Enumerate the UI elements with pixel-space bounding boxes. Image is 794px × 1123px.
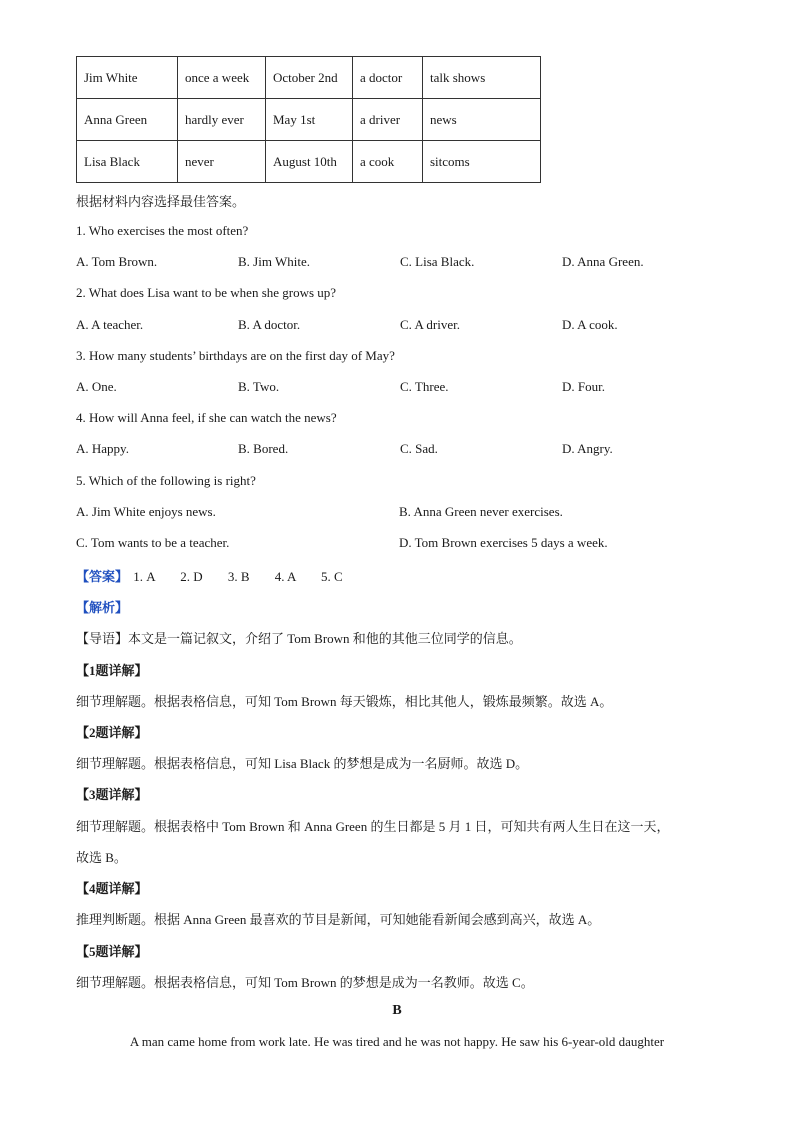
q3-option-d: D. Four. — [562, 379, 605, 394]
intro-text: 【导语】本文是一篇记叙文，介绍了 Tom Brown 和他的其他三位同学的信息。 — [76, 631, 522, 646]
answer-item: 1. A — [133, 569, 155, 584]
q1-option-a: A. Tom Brown. — [76, 254, 158, 269]
q3-option-a: A. One. — [76, 379, 117, 394]
instruction: 根据材料内容选择最佳答案。 — [76, 194, 246, 209]
answer-item: 3. B — [227, 569, 250, 584]
table-cell: once a week — [178, 57, 266, 99]
detail-1-heading: 【1题详解】 — [76, 663, 148, 678]
detail-3-text: 细节理解题。根据表格中 Tom Brown 和 Anna Green 的生日都是 5 月 1 日，可知共有两人生日在这一天， — [76, 819, 670, 834]
detail-4-heading: 【4题详解】 — [76, 881, 148, 896]
q5-option-b: B. Anna Green never exercises. — [399, 504, 563, 519]
q4-option-c: C. Sad. — [400, 441, 438, 456]
detail-5-heading: 【5题详解】 — [76, 944, 148, 959]
question-5: 5. Which of the following is right? — [76, 473, 256, 488]
table-cell: a driver — [353, 99, 423, 141]
q5-option-d: D. Tom Brown exercises 5 days a week. — [399, 535, 608, 550]
question-3: 3. How many students’ birthdays are on the first day of May? — [76, 348, 395, 363]
table-cell: Jim White — [77, 57, 178, 99]
q5-option-a: A. Jim White enjoys news. — [76, 504, 216, 519]
q1-option-b: B. Jim White. — [238, 254, 310, 269]
q1-option-c: C. Lisa Black. — [400, 254, 475, 269]
table-cell: Anna Green — [77, 99, 178, 141]
q4-option-a: A. Happy. — [76, 441, 129, 456]
section-b-paragraph: A man came home from work late. He was tired and he was not happy. He saw his 6-year-old daughter — [129, 1034, 665, 1049]
detail-2-heading: 【2题详解】 — [76, 725, 148, 740]
answer-item: 4. A — [274, 569, 296, 584]
table-cell: Lisa Black — [77, 141, 178, 183]
q4-option-b: B. Bored. — [238, 441, 289, 456]
answer-label: 【答案】 — [76, 569, 129, 584]
detail-3-text-cont: 故选 B。 — [76, 850, 127, 865]
detail-2-text: 细节理解题。根据表格信息，可知 Lisa Black 的梦想是成为一名厨师。故选 D。 — [76, 756, 529, 771]
analysis-label: 【解析】 — [76, 600, 129, 615]
q1-option-d: D. Anna Green. — [562, 254, 644, 269]
detail-5-text: 细节理解题。根据表格信息，可知 Tom Brown 的梦想是成为一名教师。故选 C。 — [76, 975, 534, 990]
table-row — [77, 141, 541, 183]
answer-item: 5. C — [320, 569, 343, 584]
table-cell: August 10th — [266, 141, 353, 183]
table-cell: sitcoms — [423, 141, 541, 183]
table-cell: news — [423, 99, 541, 141]
detail-3-heading: 【3题详解】 — [76, 787, 148, 802]
detail-1-text: 细节理解题。根据表格信息，可知 Tom Brown 每天锻炼，相比其他人，锻炼最频繁。故选 A。 — [76, 694, 613, 709]
table-cell: a doctor — [353, 57, 423, 99]
table-cell: talk shows — [423, 57, 541, 99]
q2-option-d: D. A cook. — [562, 317, 618, 332]
q2-option-a: A. A teacher. — [76, 317, 144, 332]
table-row — [77, 57, 541, 99]
q5-option-c: C. Tom wants to be a teacher. — [76, 535, 230, 550]
question-2: 2. What does Lisa want to be when she grows up? — [76, 285, 337, 300]
answer-item: 2. D — [180, 569, 203, 584]
table-cell: hardly ever — [178, 99, 266, 141]
detail-4-text: 推理判断题。根据 Anna Green 最喜欢的节目是新闻，可知她能看新闻会感到高兴，故选 A。 — [76, 912, 601, 927]
table-cell: never — [178, 141, 266, 183]
q2-option-c: C. A driver. — [400, 317, 460, 332]
info-table — [76, 56, 541, 183]
q3-option-b: B. Two. — [238, 379, 280, 394]
q2-option-b: B. A doctor. — [238, 317, 301, 332]
question-4: 4. How will Anna feel, if she can watch the news? — [76, 410, 337, 425]
q3-option-c: C. Three. — [400, 379, 449, 394]
section-b-title: B — [392, 1003, 402, 1018]
answer-row — [76, 566, 343, 585]
table-row — [77, 99, 541, 141]
table-cell: May 1st — [266, 99, 353, 141]
question-1: 1. Who exercises the most often? — [76, 223, 249, 238]
table-cell: October 2nd — [266, 57, 353, 99]
q4-option-d: D. Angry. — [562, 441, 613, 456]
table-cell: a cook — [353, 141, 423, 183]
